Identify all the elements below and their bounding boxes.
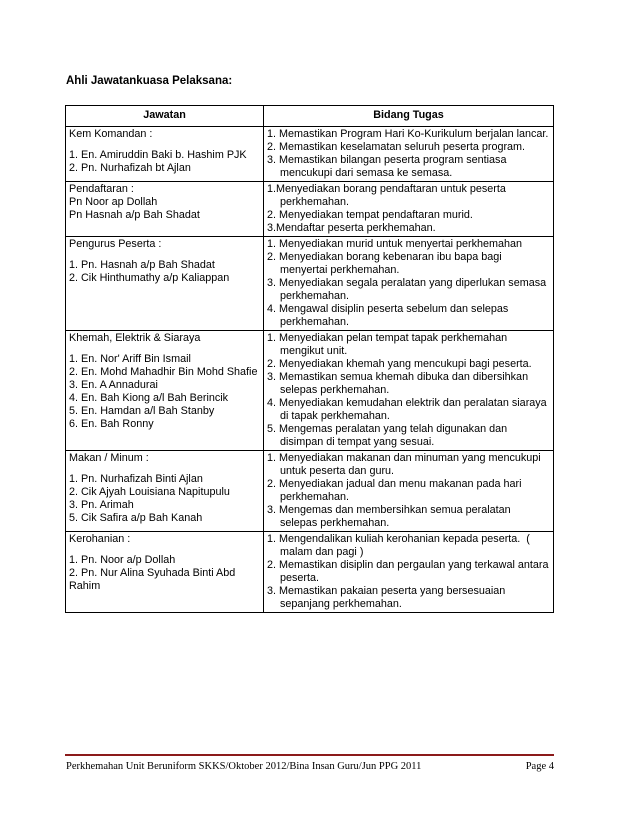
member-name: 1. Pn. Hasnah a/p Bah Shadat	[69, 259, 215, 271]
bidang-tugas-cell	[264, 182, 554, 237]
member-name: Pn Noor ap Dollah	[69, 196, 158, 208]
member-name: 5. Cik Safira a/p Bah Kanah	[69, 512, 203, 524]
section-heading: Ahli Jawatankuasa Pelaksana:	[66, 75, 233, 87]
duty-item: 4. Menyediakan kemudahan elektrik dan peralatan siaraya di tapak perkhemahan.	[267, 397, 547, 422]
member-name: 1. Pn. Nurhafizah Binti Ajlan	[69, 473, 203, 485]
member-name: 5. En. Hamdan a/l Bah Stanby	[69, 405, 215, 417]
table-row	[66, 182, 554, 237]
member-name: 3. En. A Annadurai	[69, 379, 158, 391]
member-name: 6. En. Bah Ronny	[69, 418, 154, 430]
member-name: 1. En. Amiruddin Baki b. Hashim PJK	[69, 149, 247, 161]
member-name: 4. En. Bah Kiong a/l Bah Berincik	[69, 392, 229, 404]
bidang-tugas-cell	[264, 127, 554, 182]
duty-item: 3. Mengemas dan membersihkan semua peralatan selepas perkhemahan.	[267, 504, 511, 529]
member-name: Pn Hasnah a/p Bah Shadat	[69, 209, 200, 221]
duty-item: 2. Menyediakan tempat pendaftaran murid.	[267, 209, 473, 221]
role-title: Kerohanian :	[69, 533, 131, 545]
member-name: 1. Pn. Noor a/p Dollah	[69, 554, 176, 566]
duty-item: 1. Memastikan Program Hari Ko-Kurikulum berjalan lancar.	[267, 128, 549, 140]
duty-item: 2. Memastikan disiplin dan pergaulan yang terkawal antara peserta.	[267, 559, 549, 584]
duty-item: 3. Menyediakan segala peralatan yang diperlukan semasa perkhemahan.	[267, 277, 547, 302]
bidang-tugas-cell	[264, 451, 554, 532]
role-title: Pendaftaran :	[69, 183, 134, 195]
table-row	[66, 127, 554, 182]
table-row	[66, 532, 554, 613]
bidang-tugas-cell	[264, 331, 554, 451]
duty-item: 4. Mengawal disiplin peserta sebelum dan selepas perkhemahan.	[267, 303, 509, 328]
duty-item: 1. Menyediakan makanan dan minuman yang mencukupi untuk peserta dan guru.	[267, 452, 541, 477]
duty-item: 2. Menyediakan borang kebenaran ibu bapa bagi menyertai perkhemahan.	[267, 251, 502, 276]
footer-text: Perkhemahan Unit Beruniform SKKS/Oktober 2012/Bina Insan Guru/Jun PPG 2011	[66, 761, 422, 772]
role-title: Khemah, Elektrik & Siaraya	[69, 332, 201, 344]
duty-item: 1. Menyediakan pelan tempat tapak perkhemahan mengikut unit.	[267, 332, 508, 357]
duty-item: 3. Memastikan pakaian peserta yang bersesuaian sepanjang perkhemahan.	[267, 585, 506, 610]
role-title: Makan / Minum :	[69, 452, 149, 464]
member-name: 3. Pn. Arimah	[69, 499, 134, 511]
header-jawatan: Jawatan	[66, 106, 264, 127]
jawatan-cell	[66, 451, 264, 532]
table-row	[66, 451, 554, 532]
jawatan-cell	[66, 532, 264, 613]
bidang-tugas-cell	[264, 237, 554, 331]
duty-item: 1.Menyediakan borang pendaftaran untuk peserta perkhemahan.	[267, 183, 506, 208]
duty-item: 3. Memastikan bilangan peserta program sentiasa mencukupi dari semasa ke semasa.	[267, 154, 507, 179]
jawatan-cell	[66, 237, 264, 331]
role-title: Pengurus Peserta :	[69, 238, 162, 250]
member-name: 2. En. Mohd Mahadhir Bin Mohd Shafie	[69, 366, 258, 378]
page-number: Page 4	[525, 761, 554, 772]
duty-item: 3. Memastikan semua khemah dibuka dan dibersihkan selepas perkhemahan.	[267, 371, 529, 396]
member-name: 2. Cik Ajyah Louisiana Napitupulu	[69, 486, 230, 498]
member-name: 2. Cik Hinthumathy a/p Kaliappan	[69, 272, 230, 284]
role-title: Kem Komandan :	[69, 128, 153, 140]
header-bidang-tugas: Bidang Tugas	[264, 106, 554, 127]
member-name: 2. Pn. Nurhafizah bt Ajlan	[69, 162, 191, 174]
member-name: 2. Pn. Nur Alina Syuhada Binti Abd Rahim	[69, 567, 236, 592]
bidang-tugas-cell	[264, 532, 554, 613]
duty-item: 3.Mendaftar peserta perkhemahan.	[267, 222, 436, 234]
jawatan-cell	[66, 182, 264, 237]
footer-divider	[65, 754, 554, 756]
table-row	[66, 331, 554, 451]
table-row	[66, 237, 554, 331]
duty-item: 2. Menyediakan khemah yang mencukupi bagi peserta.	[267, 358, 532, 370]
duty-item: 2. Memastikan keselamatan seluruh peserta program.	[267, 141, 526, 153]
member-name: 1. En. Nor' Ariff Bin Ismail	[69, 353, 191, 365]
committee-table	[65, 105, 554, 613]
table-header-row	[66, 106, 554, 127]
duty-item: 5. Mengemas peralatan yang telah digunakan dan disimpan di tempat yang sesuai.	[267, 423, 508, 448]
jawatan-cell	[66, 127, 264, 182]
duty-item: 1. Menyediakan murid untuk menyertai perkhemahan	[267, 238, 523, 250]
jawatan-cell	[66, 331, 264, 451]
duty-item: 2. Menyediakan jadual dan menu makanan pada hari perkhemahan.	[267, 478, 522, 503]
page-footer	[66, 761, 554, 772]
duty-item: 1. Mengendalikan kuliah kerohanian kepada peserta. ( malam dan pagi )	[267, 533, 530, 558]
